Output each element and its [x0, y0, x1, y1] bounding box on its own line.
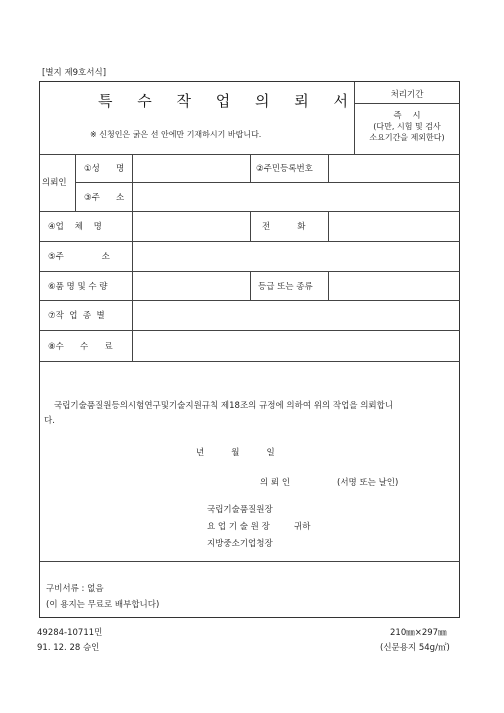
paper-type: (신문용지 54g/㎡): [380, 643, 450, 653]
divider: [75, 154, 76, 211]
reg-no-field[interactable]: [329, 155, 459, 181]
reg-no-label: ②주민등록번호: [256, 164, 313, 174]
grade-field[interactable]: [329, 272, 459, 299]
divider: [250, 271, 251, 300]
grade-label: 등급 또는 종류: [258, 282, 313, 292]
company-field[interactable]: [133, 212, 249, 240]
fee-label: ⑧수 수 료: [48, 342, 113, 352]
name-label: ①성 명: [84, 164, 125, 174]
divider: [40, 361, 460, 362]
address-field[interactable]: [133, 183, 459, 210]
statement-line-1: 국립기술품질원등의시험연구및기술지원규칙 제18조의 규정에 의하여 위의 작업을 의뢰합니: [54, 401, 394, 411]
date-label: 년 월 일: [196, 448, 275, 458]
paper-size: 210㎜×297㎜: [390, 628, 447, 638]
form-number: [별지 제9호서식]: [42, 68, 107, 78]
company-label: ④업 체 명: [48, 222, 102, 232]
work-type-label: ⑦작 업 종 별: [48, 311, 105, 321]
processing-note-2: 소요기간을 제외한다): [369, 133, 445, 142]
approval-date: 91. 12. 28 승인: [37, 643, 100, 653]
divider: [354, 103, 460, 104]
divider: [40, 561, 460, 562]
form-title: 특 수 작 업 의 뢰 서: [98, 92, 359, 110]
form-code: 49284-10711민: [37, 628, 103, 638]
honorific: 귀하: [294, 522, 311, 532]
attachments: 구비서류 : 없음: [46, 584, 104, 594]
requester-label: 의뢰인: [42, 178, 67, 188]
divider: [250, 211, 251, 241]
company-address-label: ⑤주 소: [48, 252, 110, 262]
divider: [250, 154, 251, 182]
name-field[interactable]: [133, 155, 249, 181]
recipient-3: 지방중소기업청장: [207, 539, 273, 549]
signer-sign: (서명 또는 날인): [337, 478, 399, 488]
address-label: ③주 소: [84, 193, 125, 203]
fee-field[interactable]: [133, 331, 459, 360]
recipient-2: 요 업 기 술 원 장: [207, 522, 270, 532]
product-label: ⑥품 명 및 수 량: [48, 282, 108, 292]
phone-field[interactable]: [329, 212, 459, 240]
work-type-field[interactable]: [133, 301, 459, 329]
recipient-1: 국립기술품질원장: [207, 505, 273, 515]
statement-line-2: 다.: [44, 416, 55, 426]
form-notice: ※ 신청인은 굵은 선 안에만 기재하시기 바랍니다.: [90, 130, 262, 139]
product-field[interactable]: [133, 272, 249, 299]
processing-period-header: 처리기간: [390, 90, 424, 100]
company-address-field[interactable]: [133, 242, 459, 270]
request-form: [39, 81, 460, 618]
phone-label: 전 화: [262, 222, 306, 232]
signer-label: 의 뢰 인: [260, 478, 291, 488]
processing-period-value: 즉 시: [393, 111, 421, 121]
free-distribution-note: (이 용지는 무료로 배부합니다): [46, 600, 160, 610]
processing-note-1: (다만, 시험 및 검사: [373, 122, 441, 131]
